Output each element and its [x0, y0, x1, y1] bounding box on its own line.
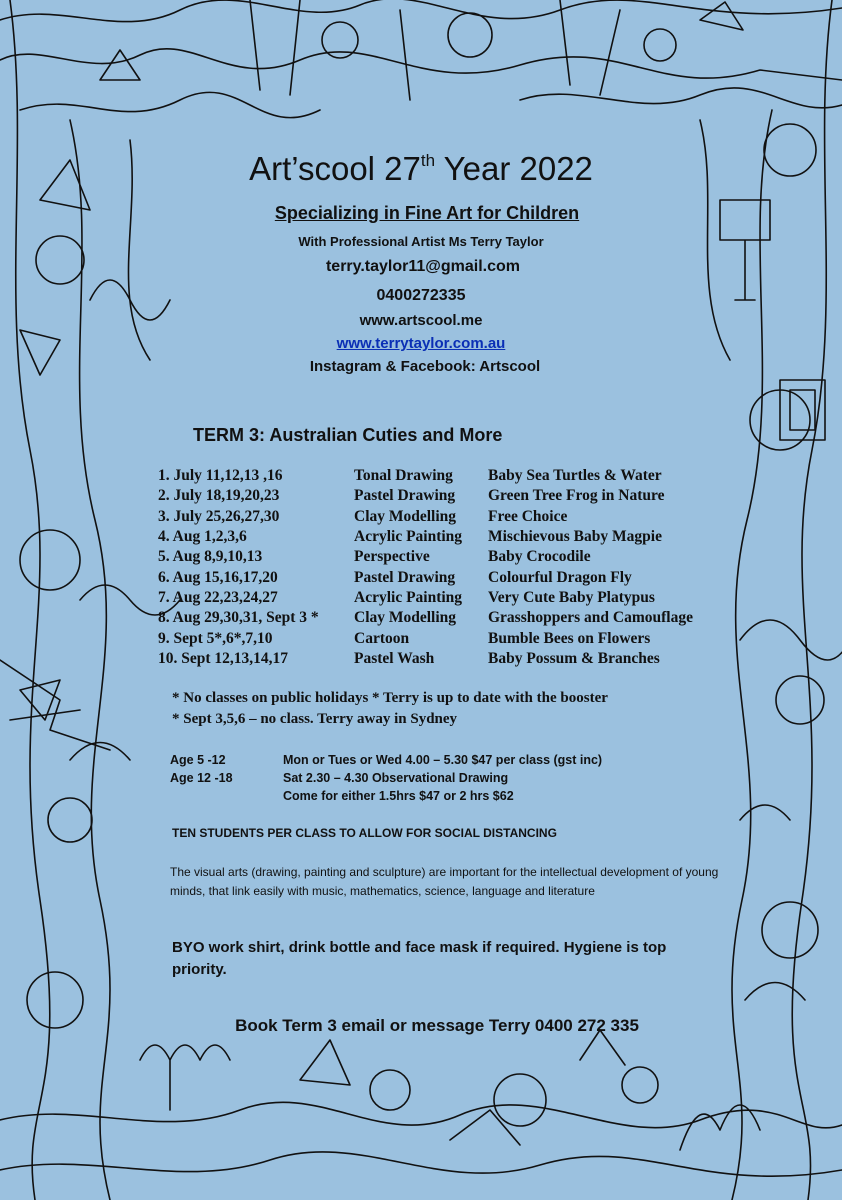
session-medium: Clay Modelling [354, 507, 457, 525]
session-dates: 8. Aug 29,30,31, Sept 3 * [158, 609, 319, 627]
session-dates: 3. July 25,26,27,30 [158, 507, 280, 525]
website-link-terrytaylor[interactable]: www.terrytaylor.com.au [336, 335, 506, 352]
term-schedule-body [158, 466, 693, 669]
age-group-1-label: Age 5 -12 [170, 753, 226, 767]
schedule-row [158, 628, 693, 648]
age-group-2-pricing: Come for either 1.5hrs $47 or 2 hrs $62 [283, 789, 514, 803]
session-dates: 5. Aug 8,9,10,13 [158, 548, 263, 566]
session-subject: Colourful Dragon Fly [488, 568, 632, 586]
schedule-note-holidays: * No classes on public holidays * Terry is up to date with the booster [172, 690, 608, 706]
schedule-row [158, 649, 693, 669]
age-group-1-details: Mon or Tues or Wed 4.00 – 5.30 $47 per class (gst inc) [283, 753, 603, 767]
session-subject: Bumble Bees on Flowers [488, 629, 651, 647]
schedule-row [158, 507, 693, 527]
session-subject: Mischievous Baby Magpie [488, 528, 662, 546]
session-dates: 4. Aug 1,2,3,6 [158, 528, 247, 546]
website-link-artscool: www.artscool.me [359, 312, 483, 329]
booking-call-to-action: Book Term 3 email or message Terry 0400 272 335 [235, 1016, 639, 1035]
schedule-row [158, 567, 693, 587]
session-subject: Free Choice [488, 507, 568, 525]
schedule-row [158, 527, 693, 547]
session-subject: Green Tree Frog in Nature [488, 487, 665, 505]
session-subject: Baby Possum & Branches [488, 649, 660, 667]
social-distancing-notice: TEN STUDENTS PER CLASS TO ALLOW FOR SOCIAL DISTANCING [172, 826, 557, 840]
session-medium: Acrylic Painting [354, 528, 463, 546]
session-medium: Acrylic Painting [354, 588, 463, 606]
schedule-row [158, 608, 693, 628]
session-medium: Clay Modelling [354, 609, 457, 627]
age-group-2-label: Age 12 -18 [170, 771, 233, 785]
title-year: Year 2022 [435, 150, 593, 187]
session-dates: 10. Sept 12,13,14,17 [158, 649, 289, 667]
session-dates: 7. Aug 22,23,24,27 [158, 588, 278, 606]
artist-line: With Professional Artist Ms Terry Taylor [298, 234, 544, 249]
schedule-row [158, 486, 693, 506]
byo-requirements: BYO work shirt, drink bottle and face mask if required. Hygiene is top priority. [172, 939, 667, 978]
session-dates: 9. Sept 5*,6*,7,10 [158, 629, 273, 647]
session-dates: 1. July 11,12,13 ,16 [158, 467, 283, 485]
session-subject: Grasshoppers and Camouflage [488, 609, 693, 627]
age-group-2-details: Sat 2.30 – 4.30 Observational Drawing [283, 771, 509, 785]
flyer-title [0, 150, 842, 188]
session-subject: Very Cute Baby Platypus [488, 588, 655, 606]
flyer-subtitle: Specializing in Fine Art for Children [274, 203, 580, 223]
title-superscript: th [420, 151, 436, 170]
session-medium: Perspective [354, 548, 430, 566]
contact-phone: 0400272335 [376, 287, 466, 304]
session-subject: Baby Sea Turtles & Water [488, 467, 662, 485]
contact-email[interactable]: terry.taylor11@gmail.com [325, 258, 521, 275]
social-media-line: Instagram & Facebook: Artscool [309, 358, 541, 375]
schedule-note-sydney: * Sept 3,5,6 – no class. Terry away in Sydney [172, 711, 458, 727]
session-dates: 2. July 18,19,20,23 [158, 487, 280, 505]
session-medium: Tonal Drawing [354, 467, 453, 485]
visual-arts-paragraph: The visual arts (drawing, painting and sculpture) are important for the intellectual development of young minds, that link easily with music, mathematics, science, language and literature [170, 865, 719, 898]
session-subject: Baby Crocodile [488, 548, 591, 566]
session-medium: Pastel Wash [354, 649, 435, 667]
term-schedule-table [158, 466, 693, 669]
term-heading: TERM 3: Australian Cuties and More [193, 425, 503, 445]
session-medium: Cartoon [354, 629, 410, 647]
session-dates: 6. Aug 15,16,17,20 [158, 568, 278, 586]
schedule-row [158, 588, 693, 608]
session-medium: Pastel Drawing [354, 568, 456, 586]
session-medium: Pastel Drawing [354, 487, 456, 505]
title-main: Art’scool 27 [249, 150, 421, 187]
schedule-row [158, 466, 693, 486]
schedule-row [158, 547, 693, 567]
